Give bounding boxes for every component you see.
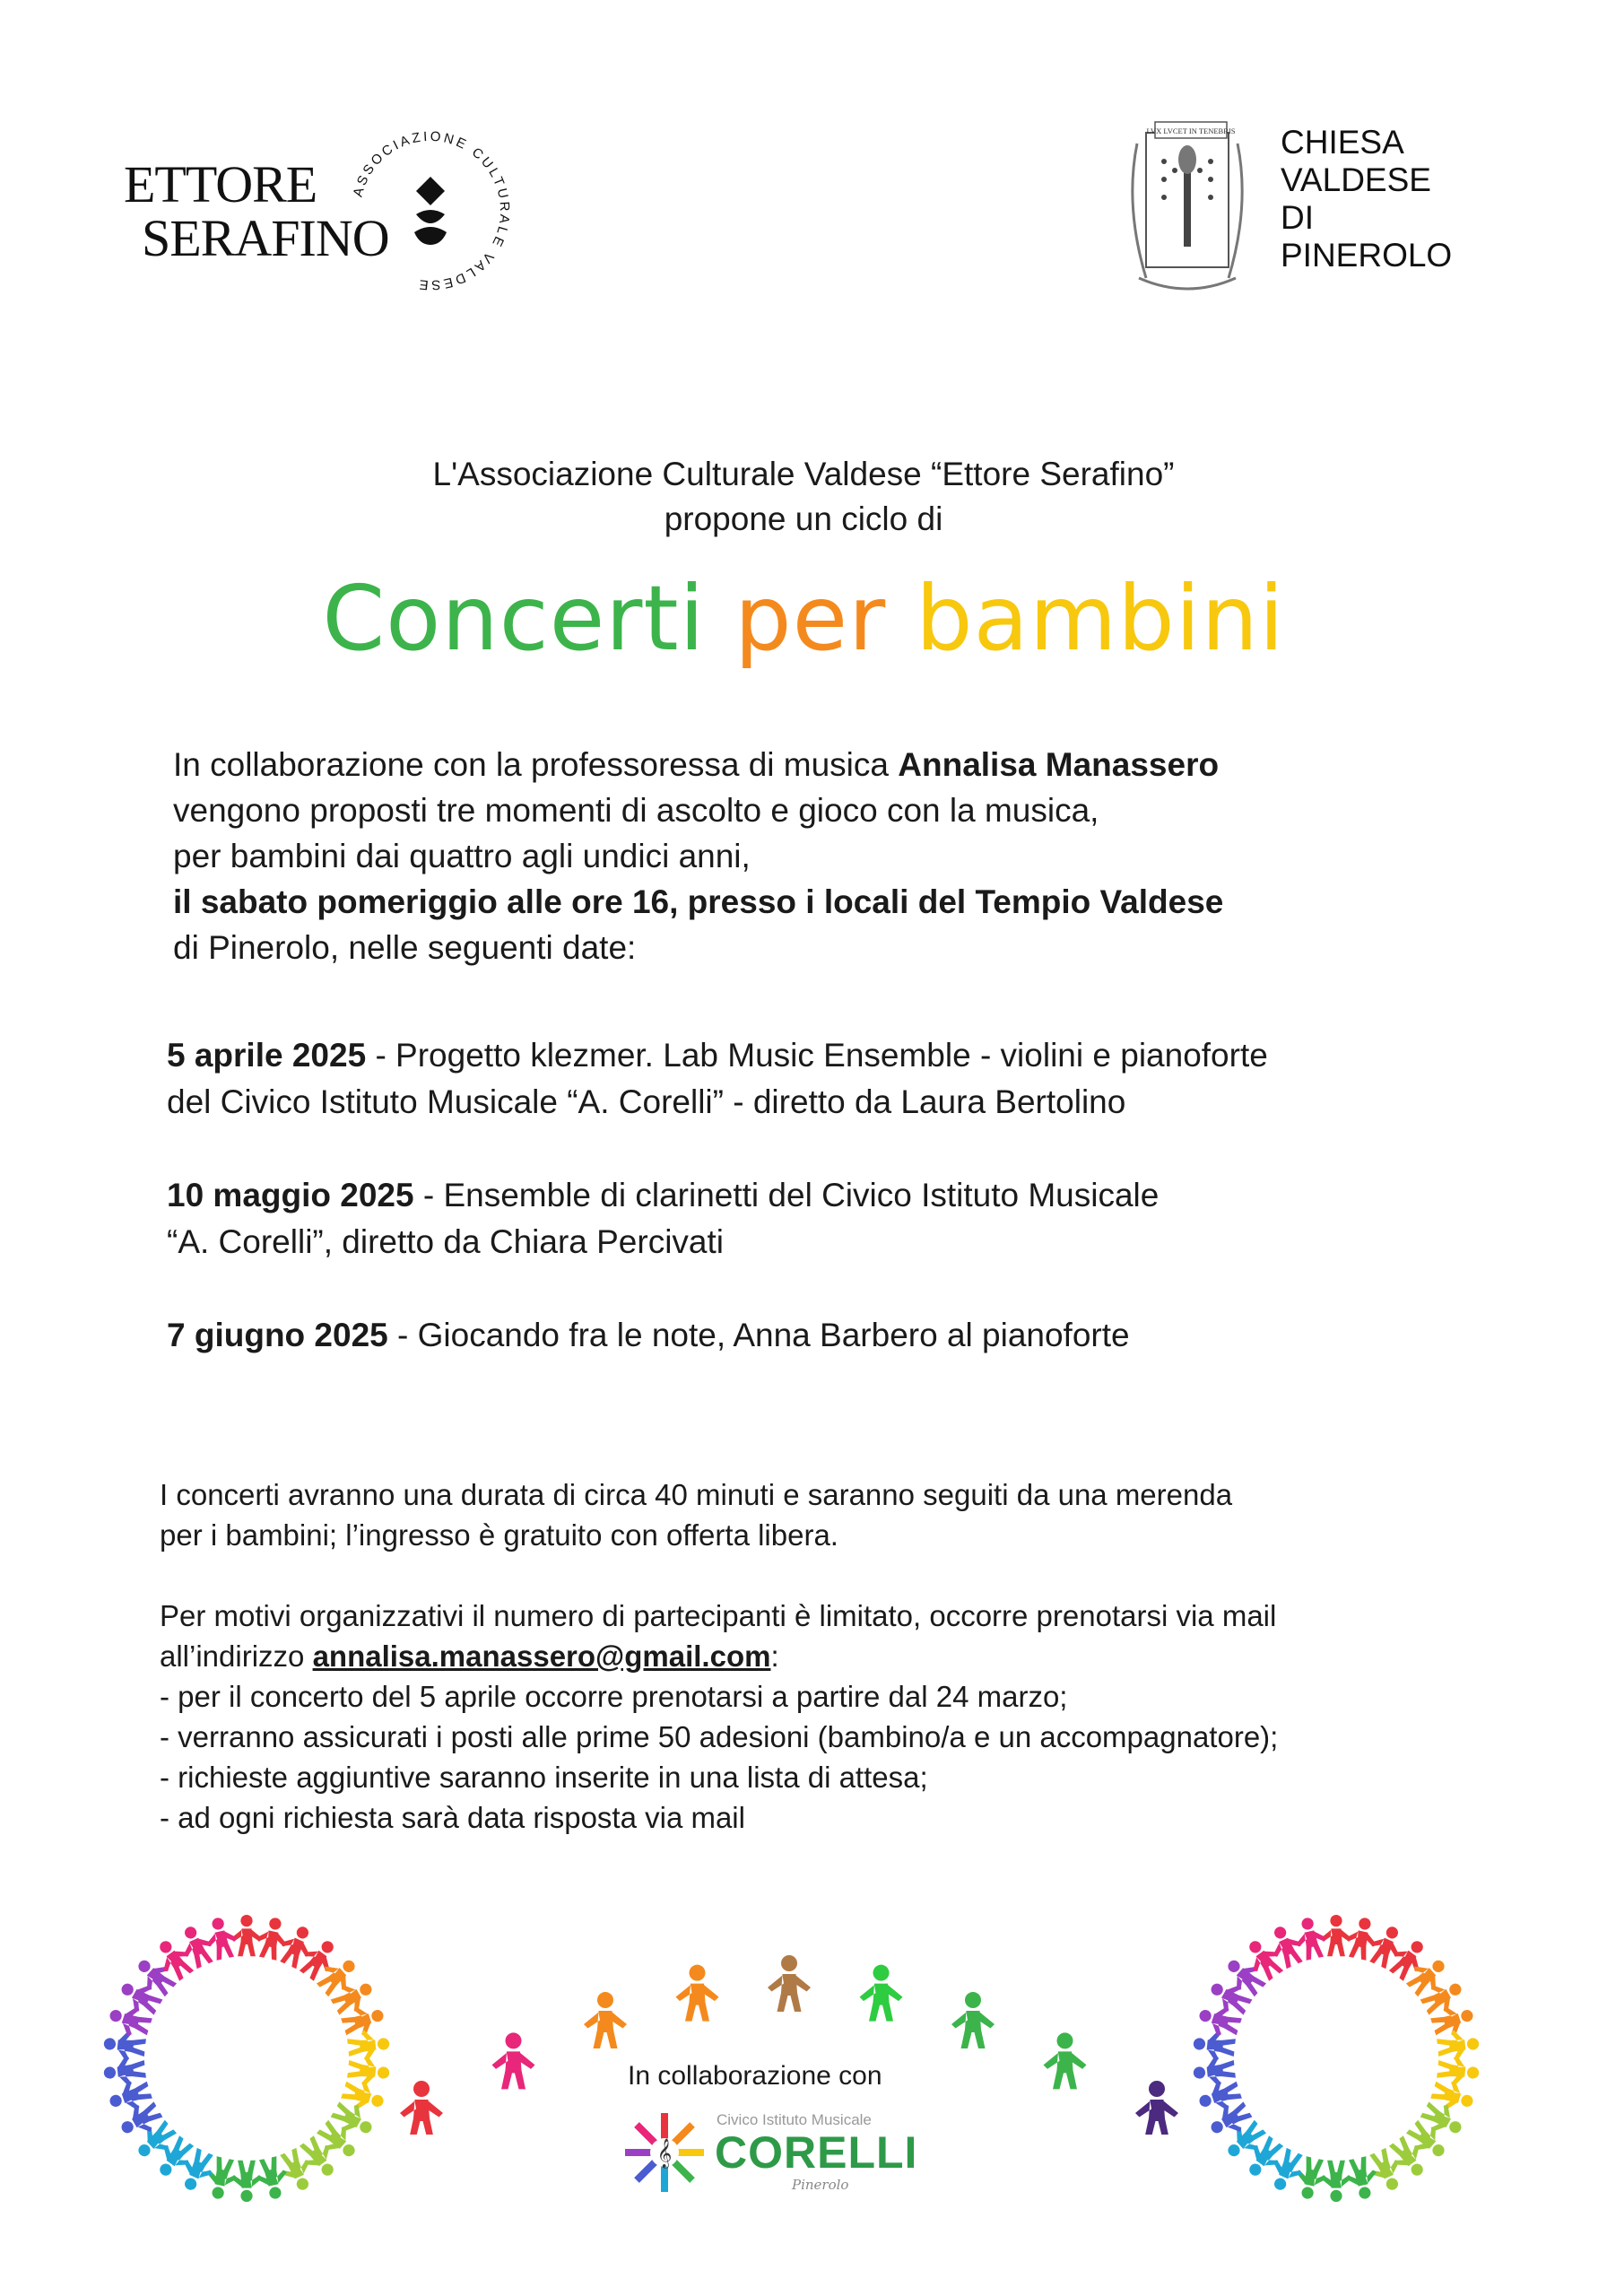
- child-figure-icon: [1320, 1915, 1351, 1956]
- waldensian-crest-icon: [1119, 117, 1254, 296]
- child-figure-icon: [1135, 2081, 1178, 2135]
- church-name-line3: DI: [1281, 199, 1314, 236]
- child-figure-icon: [1192, 2028, 1237, 2064]
- child-figure-icon: [584, 1992, 627, 2048]
- description-line5: di Pinerolo, nelle seguenti date:: [173, 929, 637, 966]
- event-1-text: - Progetto klezmer. Lab Music Ensemble - violini e pianoforte: [366, 1037, 1268, 1074]
- corelli-logo-icon: [621, 2103, 917, 2202]
- notes-duration-line1: I concerti avranno una durata di circa 40 minuti e saranno seguiti da una merenda: [160, 1478, 1233, 1511]
- event-2-text: - Ensemble di clarinetti del Civico Istituto Musicale: [413, 1177, 1160, 1213]
- children-circle-right-icon: [1188, 1910, 1484, 2206]
- description-line1: [173, 748, 1219, 781]
- corelli-name: CORELLI: [715, 2127, 917, 2178]
- child-figure-icon: [1320, 2161, 1351, 2202]
- child-figure-icon: [346, 2053, 391, 2089]
- child-figure-icon: [768, 1955, 811, 2012]
- badge-ring-text: ASSOCIAZIONE CULTURALE VALDESE: [350, 128, 513, 293]
- notes-booking-line1: Per motivi organizzativi il numero di partecipanti è limitato, occorre prenotarsi via mail: [160, 1599, 1277, 1632]
- child-figure-icon: [1436, 2053, 1481, 2089]
- child-figure-icon: [1044, 2032, 1087, 2089]
- logo-name-line2: SERAFINO: [142, 209, 389, 267]
- corelli-city: Pinerolo: [792, 2177, 849, 2193]
- notes-booking-prefix: all’indirizzo: [160, 1639, 313, 1673]
- chiesa-valdese-logo: [1119, 117, 1496, 296]
- notes-rule-2: - verranno assicurati i posti alle prime 50 adesioni (bambino/a e un accompagnatore);: [160, 1720, 1279, 1753]
- notes-rule-1: - per il concerto del 5 aprile occorre prenotarsi a partire dal 24 marzo;: [160, 1680, 1068, 1713]
- email-link[interactable]: annalisa.manassero@gmail.com: [312, 1639, 771, 1673]
- logo-name-line1: ETTORE: [124, 155, 317, 213]
- description-schedule: il sabato pomeriggio alle ore 16, presso i locali del Tempio Valdese: [173, 883, 1224, 920]
- page-title: [0, 566, 1607, 671]
- event-3-line1: [167, 1318, 1130, 1352]
- title-word-per: per: [734, 566, 887, 671]
- child-figure-icon: [400, 2081, 443, 2135]
- notes-rule-4: - ad ogni richiesta sarà data risposta via mail: [160, 1801, 745, 1834]
- event-1-date: 5 aprile 2025: [167, 1037, 367, 1074]
- event-2-date: 10 maggio 2025: [167, 1177, 414, 1213]
- church-name-line1: CHIESA: [1281, 124, 1404, 161]
- child-figure-icon: [860, 1965, 903, 2022]
- child-figure-icon: [492, 2032, 535, 2089]
- description-line2: vengono proposti tre momenti di ascolto e gioco con la musica,: [173, 792, 1099, 829]
- event-2-line2: “A. Corelli”, diretto da Chiara Percivati: [167, 1223, 724, 1260]
- event-1-line2: del Civico Istituto Musicale “A. Corelli” - diretto da Laura Bertolino: [167, 1083, 1126, 1120]
- svg-text:𝄞: 𝄞: [656, 2138, 673, 2168]
- intro-line1: L'Associazione Culturale Valdese “Ettore Serafino”: [432, 456, 1175, 492]
- ettore-serafino-logo: [117, 121, 529, 300]
- child-figure-icon: [676, 1965, 719, 2022]
- church-name-line4: PINEROLO: [1281, 237, 1453, 274]
- event-1-line1: [167, 1039, 1268, 1072]
- association-badge-icon: [341, 121, 520, 300]
- intro-line2: propone un ciclo di: [664, 500, 943, 537]
- title-word-bambini: bambini: [916, 566, 1285, 671]
- notes-rule-3: - richieste aggiuntive saranno inserite in una lista di attesa;: [160, 1761, 928, 1794]
- notes-booking-suffix: :: [770, 1639, 779, 1673]
- crest-motto: LVX LVCET IN TENEBRIS: [1146, 126, 1236, 135]
- notes-duration-line2: per i bambini; l’ingresso è gratuito con offerta libera.: [160, 1518, 838, 1552]
- description-line1-text: In collaborazione con la professoressa di musica: [173, 746, 899, 783]
- event-2-line1: [167, 1178, 1159, 1212]
- child-figure-icon: [951, 1992, 995, 2048]
- title-word-concerti: Concerti: [322, 566, 706, 671]
- child-figure-icon: [230, 2161, 262, 2202]
- church-name-line2: VALDESE: [1281, 161, 1431, 198]
- child-figure-icon: [102, 2028, 147, 2064]
- description-line3: per bambini dai quattro agli undici anni,: [173, 838, 751, 874]
- children-circle-left-icon: [99, 1910, 395, 2206]
- event-3-date: 7 giugno 2025: [167, 1317, 388, 1353]
- teacher-name: Annalisa Manassero: [898, 746, 1220, 783]
- child-figure-icon: [230, 1915, 262, 1956]
- corelli-top-text: Civico Istituto Musicale: [717, 2111, 872, 2128]
- notes-booking-line2: [160, 1641, 779, 1671]
- event-3-text: - Giocando fra le note, Anna Barbero al pianoforte: [387, 1317, 1130, 1353]
- collaboration-label: In collaborazione con: [628, 2061, 882, 2091]
